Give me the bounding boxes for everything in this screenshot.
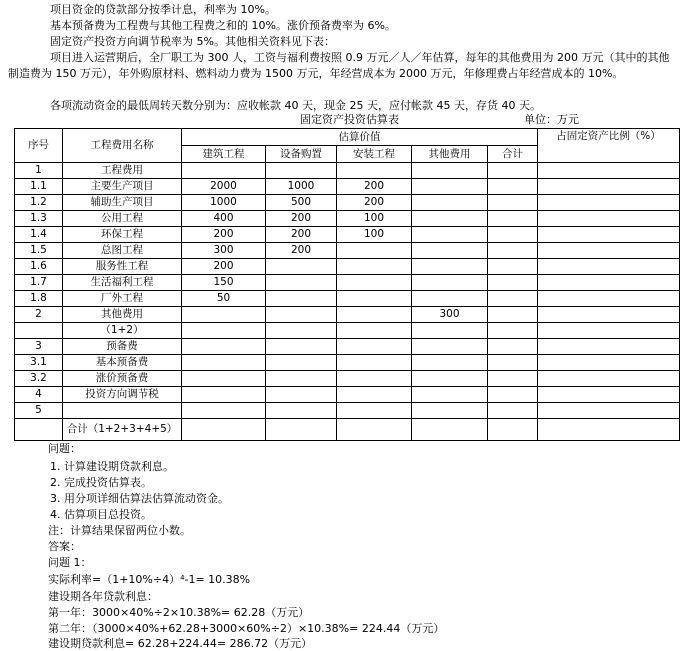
row-value bbox=[266, 355, 337, 371]
table-row bbox=[15, 227, 680, 243]
row-ratio bbox=[538, 179, 680, 195]
row-seq: 5 bbox=[15, 403, 63, 419]
header-installation: 安装工程 bbox=[337, 146, 412, 163]
row-ratio bbox=[538, 403, 680, 419]
row-value: 100 bbox=[337, 227, 412, 243]
table-row bbox=[15, 211, 680, 227]
row-value bbox=[266, 163, 337, 179]
row-seq: 1.2 bbox=[15, 195, 63, 211]
row-seq: 3.2 bbox=[15, 371, 63, 387]
intro-paragraph-4: 项目进入运营期后，全厂职工为 300 人，工资与福利费按照 0.9 万元／人／年估算，每年的其他费用为 200 万元（其中的其他制造费为 150 万元），年外购原材料、燃料动力费为 1500 万元，年经营成本为 2000 万元，年修理费占年经营成本的 10%。 bbox=[8, 51, 670, 80]
row-ratio bbox=[538, 339, 680, 355]
row-name: 合计（1+2+3+4+5） bbox=[63, 419, 182, 441]
answer-q1-label: 问题 1： bbox=[48, 556, 92, 569]
row-name: （1+2） bbox=[63, 323, 182, 339]
row-seq: 3.1 bbox=[15, 355, 63, 371]
row-ratio bbox=[538, 211, 680, 227]
answer-effective-rate: 实际利率=（1+10%÷4）⁴-1= 10.38% bbox=[48, 573, 251, 586]
row-value bbox=[412, 195, 488, 211]
row-value: 1000 bbox=[266, 179, 337, 195]
row-ratio bbox=[538, 275, 680, 291]
row-value bbox=[488, 323, 538, 339]
row-value bbox=[337, 371, 412, 387]
question-1: 1. 计算建设期贷款利息。 bbox=[50, 460, 174, 473]
row-value bbox=[337, 243, 412, 259]
row-value bbox=[412, 371, 488, 387]
row-value bbox=[337, 307, 412, 323]
row-value bbox=[182, 339, 266, 355]
table-row bbox=[15, 419, 680, 441]
row-ratio bbox=[538, 195, 680, 211]
row-value bbox=[488, 387, 538, 403]
question-2: 2. 完成投资估算表。 bbox=[50, 476, 152, 489]
answer-total-interest: 建设期贷款利息= 62.28+224.44= 286.72（万元） bbox=[48, 637, 313, 650]
row-value bbox=[412, 291, 488, 307]
row-value bbox=[337, 291, 412, 307]
row-name: 预备费 bbox=[63, 339, 182, 355]
table-row bbox=[15, 275, 680, 291]
answer-year-1: 第一年：3000×40%÷2×10.38%= 62.28（万元） bbox=[48, 606, 310, 619]
row-seq: 3 bbox=[15, 339, 63, 355]
row-value bbox=[488, 291, 538, 307]
calc-note: 注：计算结果保留两位小数。 bbox=[48, 524, 191, 537]
answer-interest-heading: 建设期各年贷款利息： bbox=[48, 590, 158, 603]
row-name: 厂外工程 bbox=[63, 291, 182, 307]
table-body bbox=[15, 163, 680, 441]
row-seq: 1.1 bbox=[15, 179, 63, 195]
investment-estimate-table bbox=[14, 128, 680, 441]
table-row bbox=[15, 355, 680, 371]
row-value bbox=[337, 275, 412, 291]
row-value bbox=[488, 355, 538, 371]
row-name: 总图工程 bbox=[63, 243, 182, 259]
row-value bbox=[488, 307, 538, 323]
row-value: 100 bbox=[337, 211, 412, 227]
row-value bbox=[412, 323, 488, 339]
header-other: 其他费用 bbox=[412, 146, 488, 163]
row-seq: 1.6 bbox=[15, 259, 63, 275]
row-value bbox=[266, 307, 337, 323]
row-name: 主要生产项目 bbox=[63, 179, 182, 195]
row-value: 200 bbox=[337, 195, 412, 211]
row-seq: 2 bbox=[15, 307, 63, 323]
table-row bbox=[15, 387, 680, 403]
row-name: 服务性工程 bbox=[63, 259, 182, 275]
row-value bbox=[182, 387, 266, 403]
row-value bbox=[337, 355, 412, 371]
row-value bbox=[266, 275, 337, 291]
question-3: 3. 用分项详细估算法估算流动资金。 bbox=[50, 492, 229, 505]
row-value bbox=[182, 371, 266, 387]
row-value bbox=[412, 163, 488, 179]
row-value bbox=[182, 323, 266, 339]
row-value bbox=[488, 163, 538, 179]
table-row bbox=[15, 163, 680, 179]
row-name: 投资方向调节税 bbox=[63, 387, 182, 403]
row-value bbox=[337, 323, 412, 339]
intro-line-5: 各项流动资金的最低周转天数分别为：应收帐款 40 天，现金 25 天，应付帐款 45 天，存货 40 天。 bbox=[50, 99, 541, 112]
row-value bbox=[412, 259, 488, 275]
intro-line-3: 固定资产投资方向调节税率为 5%。其他相关资料见下表： bbox=[50, 35, 335, 48]
row-value bbox=[182, 163, 266, 179]
row-value bbox=[266, 387, 337, 403]
intro-line-2: 基本预备费为工程费与其他工程费之和的 10%。涨价预备费率为 6%。 bbox=[50, 19, 396, 32]
row-value bbox=[412, 419, 488, 441]
table-row bbox=[15, 291, 680, 307]
row-ratio bbox=[538, 355, 680, 371]
table-row bbox=[15, 195, 680, 211]
questions-heading: 问题： bbox=[48, 442, 81, 455]
row-value bbox=[412, 243, 488, 259]
row-value: 50 bbox=[182, 291, 266, 307]
row-seq bbox=[15, 323, 63, 339]
row-value bbox=[182, 403, 266, 419]
row-value bbox=[488, 339, 538, 355]
table-title: 固定资产投资估算表 bbox=[300, 113, 399, 126]
row-seq: 1.4 bbox=[15, 227, 63, 243]
row-value bbox=[488, 243, 538, 259]
row-value bbox=[182, 419, 266, 441]
row-value bbox=[412, 275, 488, 291]
row-value bbox=[488, 179, 538, 195]
row-value bbox=[266, 371, 337, 387]
row-value bbox=[412, 387, 488, 403]
row-value bbox=[412, 355, 488, 371]
table-row bbox=[15, 371, 680, 387]
row-name bbox=[63, 403, 182, 419]
row-name: 涨价预备费 bbox=[63, 371, 182, 387]
row-seq: 4 bbox=[15, 387, 63, 403]
row-value bbox=[182, 307, 266, 323]
table-row bbox=[15, 179, 680, 195]
row-name: 生活福利工程 bbox=[63, 275, 182, 291]
row-value: 500 bbox=[266, 195, 337, 211]
table-row bbox=[15, 259, 680, 275]
row-value bbox=[488, 371, 538, 387]
header-name: 工程费用名称 bbox=[63, 129, 182, 163]
header-equipment: 设备购置 bbox=[266, 146, 337, 163]
row-value bbox=[337, 387, 412, 403]
header-ratio: 占固定资产比例（%） bbox=[538, 129, 680, 163]
row-seq: 1.5 bbox=[15, 243, 63, 259]
table-row bbox=[15, 403, 680, 419]
row-value: 200 bbox=[182, 227, 266, 243]
row-value bbox=[337, 419, 412, 441]
row-seq: 1.3 bbox=[15, 211, 63, 227]
row-value: 150 bbox=[182, 275, 266, 291]
row-value bbox=[488, 403, 538, 419]
row-ratio bbox=[538, 371, 680, 387]
row-value bbox=[488, 419, 538, 441]
table-row bbox=[15, 307, 680, 323]
answer-heading: 答案： bbox=[48, 540, 81, 553]
row-value bbox=[412, 179, 488, 195]
row-value bbox=[266, 339, 337, 355]
row-value bbox=[266, 403, 337, 419]
header-estimate: 估算价值 bbox=[182, 129, 538, 146]
row-value bbox=[412, 403, 488, 419]
row-value: 200 bbox=[266, 227, 337, 243]
row-name: 环保工程 bbox=[63, 227, 182, 243]
row-value: 300 bbox=[412, 307, 488, 323]
row-seq: 1 bbox=[15, 163, 63, 179]
table-row bbox=[15, 323, 680, 339]
row-value: 300 bbox=[182, 243, 266, 259]
table-unit: 单位：万元 bbox=[524, 113, 579, 126]
row-ratio bbox=[538, 387, 680, 403]
row-ratio bbox=[538, 323, 680, 339]
row-value: 200 bbox=[337, 179, 412, 195]
row-name: 工程费用 bbox=[63, 163, 182, 179]
row-value: 1000 bbox=[182, 195, 266, 211]
row-value: 200 bbox=[182, 259, 266, 275]
row-name: 辅助生产项目 bbox=[63, 195, 182, 211]
row-name: 公用工程 bbox=[63, 211, 182, 227]
table-row bbox=[15, 339, 680, 355]
row-ratio bbox=[538, 243, 680, 259]
row-value bbox=[337, 403, 412, 419]
row-value bbox=[412, 339, 488, 355]
row-ratio bbox=[538, 419, 680, 441]
row-ratio bbox=[538, 259, 680, 275]
row-seq: 1.8 bbox=[15, 291, 63, 307]
row-value bbox=[337, 259, 412, 275]
row-seq bbox=[15, 419, 63, 441]
row-value bbox=[337, 339, 412, 355]
row-value bbox=[266, 323, 337, 339]
row-value bbox=[182, 355, 266, 371]
row-value bbox=[266, 291, 337, 307]
row-value bbox=[412, 227, 488, 243]
row-value bbox=[488, 259, 538, 275]
row-value bbox=[337, 163, 412, 179]
row-name: 基本预备费 bbox=[63, 355, 182, 371]
row-value bbox=[412, 211, 488, 227]
row-value: 2000 bbox=[182, 179, 266, 195]
row-ratio bbox=[538, 227, 680, 243]
header-seq: 序号 bbox=[15, 129, 63, 163]
question-4: 4. 估算项目总投资。 bbox=[50, 508, 152, 521]
row-value bbox=[488, 227, 538, 243]
row-name: 其他费用 bbox=[63, 307, 182, 323]
row-value bbox=[488, 195, 538, 211]
row-value: 200 bbox=[266, 211, 337, 227]
row-ratio bbox=[538, 291, 680, 307]
row-seq: 1.7 bbox=[15, 275, 63, 291]
row-value: 200 bbox=[266, 243, 337, 259]
row-ratio bbox=[538, 163, 680, 179]
header-total: 合计 bbox=[488, 146, 538, 163]
header-construction: 建筑工程 bbox=[182, 146, 266, 163]
row-value bbox=[266, 259, 337, 275]
row-value bbox=[488, 275, 538, 291]
row-value: 400 bbox=[182, 211, 266, 227]
intro-line-1: 项目资金的贷款部分按季计息，利率为 10%。 bbox=[50, 3, 276, 16]
row-value bbox=[488, 211, 538, 227]
row-ratio bbox=[538, 307, 680, 323]
row-value bbox=[266, 419, 337, 441]
answer-year-2: 第二年：（3000×40%+62.28+3000×60%÷2）×10.38%= 224.44（万元） bbox=[48, 622, 445, 635]
table-row bbox=[15, 243, 680, 259]
